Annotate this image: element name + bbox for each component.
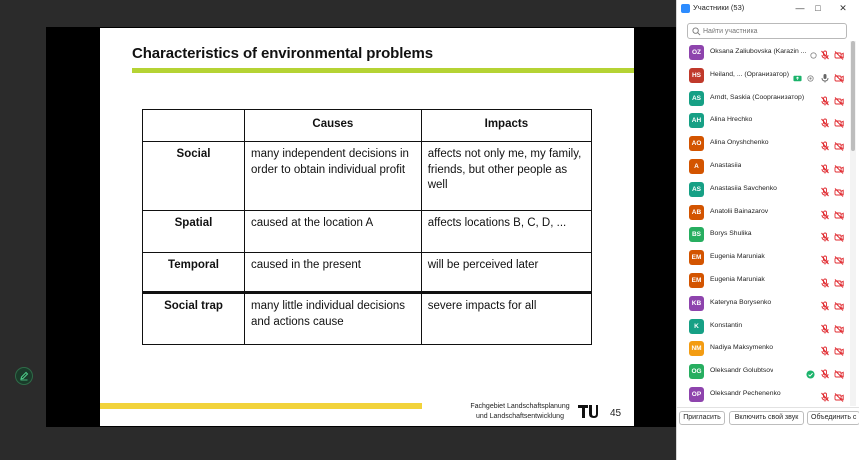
avatar: AO — [689, 136, 704, 151]
unmute-self-button[interactable]: Включить свой звук — [729, 411, 804, 425]
search-input[interactable] — [703, 25, 843, 37]
participants-panel — [676, 0, 859, 460]
participant-name: Alina Onyshchenko — [710, 139, 769, 147]
row-label-temporal: Temporal — [143, 253, 245, 293]
footer-line-1: Fachgebiet Landschaftsplanung — [470, 403, 570, 410]
participant-list — [677, 41, 853, 406]
participant-row[interactable] — [677, 315, 853, 337]
merge-button[interactable]: Объединить с — [807, 411, 859, 425]
mic-muted-icon[interactable] — [820, 161, 830, 171]
mic-muted-icon[interactable] — [820, 321, 830, 331]
participant-name: Heiland, ... (Организатор) — [710, 70, 789, 78]
panel-bottom-area — [677, 430, 859, 460]
panel-title-bar — [677, 0, 859, 17]
row-label-social: Social — [143, 142, 245, 211]
column-header-impacts: Impacts — [421, 110, 591, 142]
participant-name: Kateryna Borysenko — [710, 298, 772, 306]
mic-muted-icon[interactable] — [820, 366, 830, 376]
participant-row[interactable] — [677, 155, 853, 177]
participant-name: Oksana Zaliubovska (Karazin ... — [710, 48, 807, 55]
mic-icon[interactable] — [820, 70, 830, 80]
participant-name: Eugenia Maruniak — [710, 276, 765, 283]
mic-muted-icon[interactable] — [820, 184, 830, 194]
avatar: OZ — [689, 45, 704, 60]
maximize-icon[interactable]: □ — [815, 3, 821, 13]
footer-yellow-bar — [100, 403, 422, 409]
participant-row[interactable] — [677, 41, 853, 63]
participant-row[interactable] — [677, 337, 853, 359]
panel-title: Участники (53) — [693, 3, 745, 12]
zoom-app-icon — [681, 4, 690, 13]
screen-share-icon — [793, 70, 802, 80]
participant-row[interactable] — [677, 360, 853, 382]
participant-name: Borys Shulika — [710, 230, 752, 238]
video-off-icon[interactable] — [834, 207, 844, 217]
raise-hand-icon — [809, 47, 818, 57]
video-off-icon[interactable] — [834, 93, 844, 103]
video-off-icon[interactable] — [834, 343, 844, 353]
avatar: AB — [689, 205, 704, 220]
participant-row[interactable] — [677, 132, 853, 154]
participant-row[interactable] — [677, 87, 853, 109]
footer-department — [460, 402, 580, 422]
avatar: A — [689, 159, 704, 174]
video-off-icon[interactable] — [834, 229, 844, 239]
mic-muted-icon[interactable] — [820, 207, 830, 217]
video-off-icon[interactable] — [834, 298, 844, 308]
participant-name: Oleksandr Golubtsov — [710, 367, 774, 375]
table-row — [143, 293, 592, 345]
video-off-icon[interactable] — [834, 275, 844, 285]
participant-name: Anastasiia — [710, 162, 742, 169]
cell-impacts: affects not only me, my family, friends, but other people as well — [421, 142, 591, 211]
participant-row[interactable] — [677, 64, 853, 86]
cell-impacts: affects locations B, C, D, ... — [421, 211, 591, 253]
cell-causes: many independent decisions in order to obtain individual profit — [245, 142, 422, 211]
cell-causes: caused at the location A — [245, 211, 422, 253]
presentation-slide — [100, 28, 634, 426]
video-off-icon[interactable] — [834, 366, 844, 376]
minimize-icon[interactable]: — — [795, 3, 805, 13]
participant-name: Anatolii Bainazarov — [710, 207, 769, 215]
mic-muted-icon[interactable] — [820, 138, 830, 148]
participant-row[interactable] — [677, 178, 853, 200]
university-logo — [577, 403, 599, 419]
participant-row[interactable] — [677, 383, 853, 405]
video-off-icon[interactable] — [834, 321, 844, 331]
video-off-icon[interactable] — [834, 115, 844, 125]
participant-name: Oleksandr Pechenenko — [710, 390, 781, 397]
mic-muted-icon[interactable] — [820, 389, 830, 399]
table-row — [143, 253, 592, 293]
slide-title: Characteristics of environmental problems — [132, 45, 433, 62]
row-label-spatial: Spatial — [143, 211, 245, 253]
video-off-icon[interactable] — [834, 161, 844, 171]
avatar: EM — [689, 250, 704, 265]
participant-list-scrollbar[interactable] — [850, 41, 856, 406]
mic-muted-icon[interactable] — [820, 47, 830, 57]
participant-search[interactable] — [687, 23, 847, 39]
mic-muted-icon[interactable] — [820, 115, 830, 125]
video-off-icon[interactable] — [834, 138, 844, 148]
video-off-icon[interactable] — [834, 47, 844, 57]
participant-row[interactable] — [677, 246, 853, 268]
close-icon[interactable]: ✕ — [839, 3, 847, 13]
annotate-pen-button[interactable] — [15, 367, 33, 385]
characteristics-table — [142, 109, 592, 345]
participant-row[interactable] — [677, 201, 853, 223]
mic-muted-icon[interactable] — [820, 343, 830, 353]
video-off-icon[interactable] — [834, 252, 844, 262]
participant-name: Konstantin — [710, 321, 743, 329]
row-label-social-trap: Social trap — [143, 293, 245, 345]
mic-muted-icon[interactable] — [820, 93, 830, 103]
panel-action-bar — [677, 407, 859, 429]
column-header-causes: Causes — [245, 110, 422, 142]
invite-button[interactable]: Пригласить — [679, 411, 725, 425]
mic-muted-icon[interactable] — [820, 275, 830, 285]
mic-muted-icon[interactable] — [820, 252, 830, 262]
title-underline-bar — [132, 68, 634, 73]
table-row — [143, 211, 592, 253]
avatar: K — [689, 319, 704, 334]
avatar: EM — [689, 273, 704, 288]
cell-impacts: severe impacts for all — [421, 293, 591, 345]
avatar: HS — [689, 68, 704, 83]
participant-name: Arndt, Saskia (Соорганизатор) — [710, 93, 805, 101]
participant-name: Alina Hrechko — [710, 116, 753, 124]
avatar: BS — [689, 227, 704, 242]
pen-icon — [19, 371, 29, 381]
participant-row[interactable] — [677, 269, 853, 291]
verified-check-icon — [806, 366, 815, 376]
video-off-icon[interactable] — [834, 70, 844, 80]
mic-muted-icon[interactable] — [820, 229, 830, 239]
cell-causes: many little individual decisions and actions cause — [245, 293, 422, 345]
avatar: AS — [689, 91, 704, 106]
table-row — [143, 142, 592, 211]
slide-page-number: 45 — [610, 408, 622, 419]
recording-icon — [806, 70, 815, 80]
cell-causes: caused in the present — [245, 253, 422, 293]
participant-name: Nadiya Maksymenko — [710, 344, 774, 352]
table-header-row — [143, 110, 592, 142]
participant-row[interactable] — [677, 223, 853, 245]
avatar: AH — [689, 113, 704, 128]
participant-name: Eugenia Maruniak — [710, 253, 765, 261]
search-icon — [692, 27, 701, 36]
table-corner-cell — [143, 110, 245, 142]
scrollbar-thumb[interactable] — [851, 41, 855, 151]
mic-muted-icon[interactable] — [820, 298, 830, 308]
avatar: AS — [689, 182, 704, 197]
footer-line-2: und Landschaftsentwicklung — [476, 413, 564, 420]
video-off-icon[interactable] — [834, 184, 844, 194]
avatar: OG — [689, 364, 704, 379]
participant-name: Anastasiia Savchenko — [710, 184, 777, 192]
avatar: OP — [689, 387, 704, 402]
cell-impacts: will be perceived later — [421, 253, 591, 293]
avatar: KB — [689, 296, 704, 311]
video-off-icon[interactable] — [834, 389, 844, 399]
participant-row[interactable] — [677, 292, 853, 314]
participant-row[interactable] — [677, 109, 853, 131]
avatar: NM — [689, 341, 704, 356]
